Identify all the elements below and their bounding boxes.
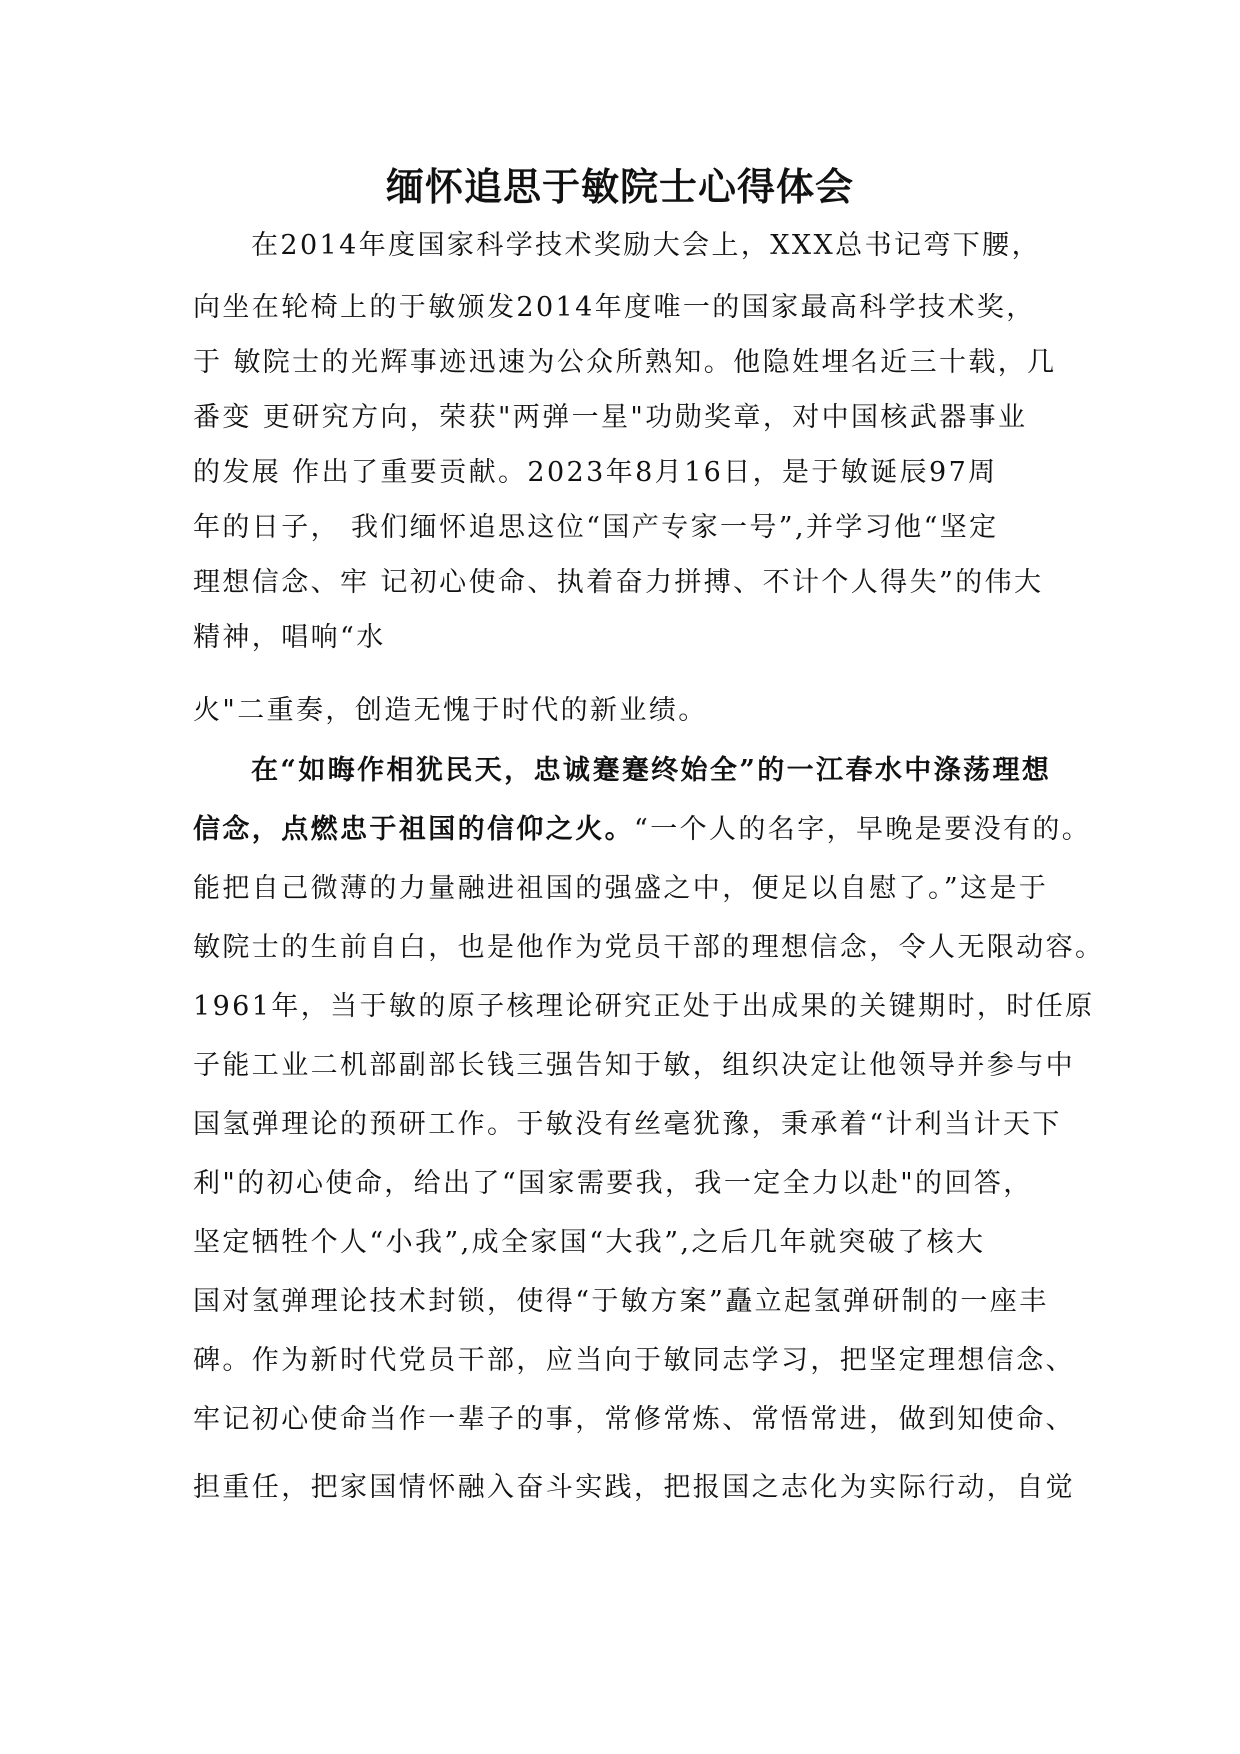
paragraph-1-line-5: 的发展 作出了重要贡献。2023年8月16日，是于敏诞辰97周 — [193, 457, 998, 488]
paragraph-2-heading-line-1: 在“如晦作相犹民天，忠诚蹇蹇终始全”的一江春水中涤荡理想 — [251, 755, 1052, 786]
paragraph-2-line-4: 敏院士的生前自白，也是他作为党员干部的理想信念，令人无限动容。 — [193, 932, 1105, 963]
paragraph-1-line-3: 于 敏院士的光辉事迹迅速为公众所熟知。他隐姓埋名近三十载，几 — [193, 347, 1057, 378]
paragraph-2-line-11: 碑。作为新时代党员干部，应当向于敏同志学习，把坚定理想信念、 — [193, 1345, 1075, 1376]
paragraph-2-heading-line-2: 信念，点燃忠于祖国的信仰之火。 — [193, 814, 634, 845]
paragraph-2-line-2 — [193, 812, 1091, 848]
paragraph-1-line-8: 精神，唱响“水 — [193, 622, 386, 653]
paragraph-1-line-1: 在2014年度国家科学技术奖励大会上，XXX总书记弯下腰， — [251, 230, 1041, 261]
paragraph-2-line-12: 牢记初心使命当作一辈子的事，常修常炼、常悟常进，做到知使命、 — [193, 1404, 1075, 1435]
document-title: 缅怀追思于敏院士心得体会 — [385, 164, 854, 209]
paragraph-2-line-6: 子能工业二机部副部长钱三强告知于敏，组织决定让他领导并参与中 — [193, 1050, 1075, 1081]
paragraph-2-line-7: 国氢弹理论的预研工作。于敏没有丝毫犹豫，秉承着“计利当计天下 — [193, 1109, 1062, 1140]
paragraph-2-line-8: 利"的初心使命，给出了“国家需要我，我一定全力以赴"的回答， — [193, 1168, 1033, 1199]
paragraph-2-line-13: 担重任，把家国情怀融入奋斗实践，把报国之志化为实际行动，自觉 — [193, 1472, 1075, 1503]
paragraph-2-line-10: 国对氢弹理论技术封锁，使得“于敏方案”矗立起氢弹研制的一座丰 — [193, 1286, 1049, 1317]
paragraph-2-line-2-text: “一个人的名字，早晚是要没有的。 — [634, 814, 1092, 845]
paragraph-2-line-9: 坚定牺牲个人“小我”,成全家国“大我”,之后几年就突破了核大 — [193, 1227, 986, 1258]
paragraph-1-line-2: 向坐在轮椅上的于敏颁发2014年度唯一的国家最高科学技术奖， — [193, 292, 1036, 323]
paragraph-1-line-6: 年的日子， 我们缅怀追思这位“国产专家一号”,并学习他“坚定 — [193, 512, 999, 543]
paragraph-2-line-5: 1961年，当于敏的原子核理论研究正处于出成果的关键期时，时任原 — [193, 991, 1095, 1022]
paragraph-1-line-9: 火"二重奏，创造无愧于时代的新业绩。 — [193, 695, 708, 726]
paragraph-2-line-3: 能把自己微薄的力量融进祖国的强盛之中，便足以自慰了。”这是于 — [193, 873, 1049, 904]
paragraph-1-line-7: 理想信念、牢 记初心使命、执着奋力拼搏、不计个人得失”的伟大 — [193, 567, 1044, 598]
paragraph-1-line-4: 番变 更研究方向，荣获"两弹一星"功勋奖章，对中国核武器事业 — [193, 402, 1028, 433]
